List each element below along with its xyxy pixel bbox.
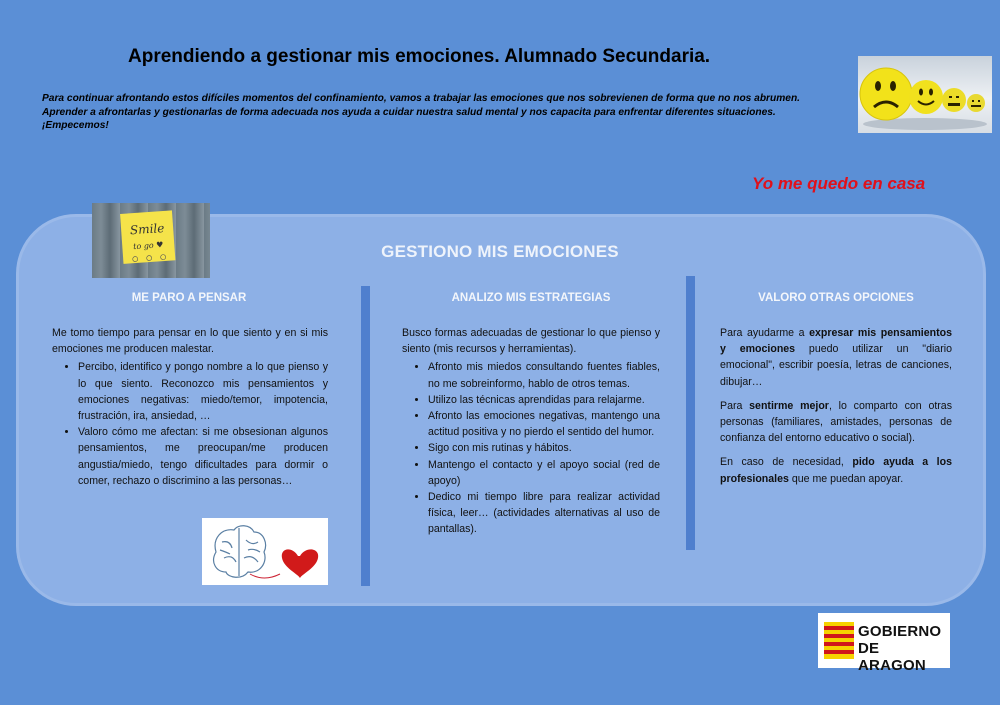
list-item: • Dedico mi tiempo libre para realizar actividad física, leer… (actividades alternativas al uso de pantallas).: [428, 489, 660, 538]
col2-intro: Busco formas adecuadas de gestionar lo que pienso y siento (mis recursos y herramientas).: [402, 327, 660, 356]
small-face-icon: [967, 94, 985, 112]
gobierno-aragon-logo: [818, 613, 950, 674]
tense-face-icon: [942, 88, 966, 112]
col1-list: [52, 359, 328, 489]
column-divider-2: [686, 276, 695, 550]
page-title: Aprendiendo a gestionar mis emociones. Alumnado Secundaria.: [128, 46, 711, 67]
list-item: • Afronto las emociones negativas, mantengo una actitud positiva y no pierdo el sentido del humor.: [428, 408, 660, 440]
intro-paragraph-1: Para continuar afrontando estos difíciles momentos del confinamiento, vamos a trabajar las emociones que nos sobrevienen de forma que no nos abrumen.: [42, 93, 801, 104]
aragon-flag-icon: [824, 622, 854, 659]
slogan: Yo me quedo en casa: [752, 174, 926, 193]
col3-heading: VALORO OTRAS OPCIONES: [758, 292, 914, 304]
list-item: • Sigo con mis rutinas y hábitos.: [428, 440, 660, 456]
col1-intro: Me tomo tiempo para pensar en lo que siento y en si mis emociones me producen malestar.: [52, 327, 328, 356]
smileys-image: [858, 56, 992, 133]
col3-paragraph-2: Para sentirme mejor, lo comparto con otras personas (familiares, amistades, personas de confianza del entorno educativo o social).: [720, 399, 952, 445]
panel-title: GESTIONO MIS EMOCIONES: [381, 242, 619, 261]
col3-paragraph-1: Para ayudarme a expresar mis pensamientos y emociones puedo utilizar un "diario emocional", escribir poesía, letras de canciones, dibujar…: [720, 327, 952, 388]
note-text-2: to go ♥: [132, 240, 164, 252]
col1-heading: ME PARO A PENSAR: [131, 292, 247, 304]
col2-heading: ANALIZO MIS ESTRATEGIAS: [451, 292, 611, 304]
heart-icon: [282, 549, 318, 578]
intro-paragraph-3: ¡Empecemos!: [42, 120, 109, 132]
column-divider-1: [361, 286, 370, 586]
intro-text: [42, 92, 850, 133]
list-item: • Mantengo el contacto y el apoyo social (red de apoyo): [428, 457, 660, 489]
smile-sticky-note-image: [92, 203, 210, 278]
list-item: • Afronto mis miedos consultando fuentes fiables, no me sobreinformo, hablo de otros temas.: [428, 359, 660, 391]
col3-paragraph-3: En caso de necesidad, pido ayuda a los profesionales que me puedan apoyar.: [720, 456, 952, 485]
note-text-1: Smile: [129, 220, 165, 238]
logo-line-1: GOBIERNO: [858, 623, 942, 640]
logo-line-2: DE ARAGON: [858, 640, 926, 674]
col2-list: [402, 359, 660, 537]
brain-icon: [214, 526, 266, 578]
logo-text: [858, 623, 950, 674]
intro-paragraph-2: Aprender a afrontarlas y gestionarlas de forma adecuada nos ayuda a cuidar nuestra salud mental y nos capacita para enfrentar diferentes situaciones.: [42, 106, 776, 118]
col2-content: [402, 325, 660, 538]
brain-heart-image: [202, 518, 328, 585]
happy-face-icon: [909, 80, 943, 114]
list-item: • Valoro cómo me afectan: si me obsesionan algunos pensamientos, me preocupan/me producen angustia/miedo, tengo dificultades para dormir o comer, rechazo o discrimino a las personas…: [78, 424, 328, 489]
col3-content: [720, 325, 952, 495]
list-item: • Percibo, identifico y pongo nombre a lo que pienso y lo que siento. Reconozco mis pensamientos y emociones negativas: miedo/temor, impotencia, frustración, ira, ansiedad, …: [78, 359, 328, 424]
col1-content: [52, 325, 328, 489]
list-item: • Utilizo las técnicas aprendidas para relajarme.: [428, 392, 660, 408]
sad-face-icon: [860, 68, 912, 120]
